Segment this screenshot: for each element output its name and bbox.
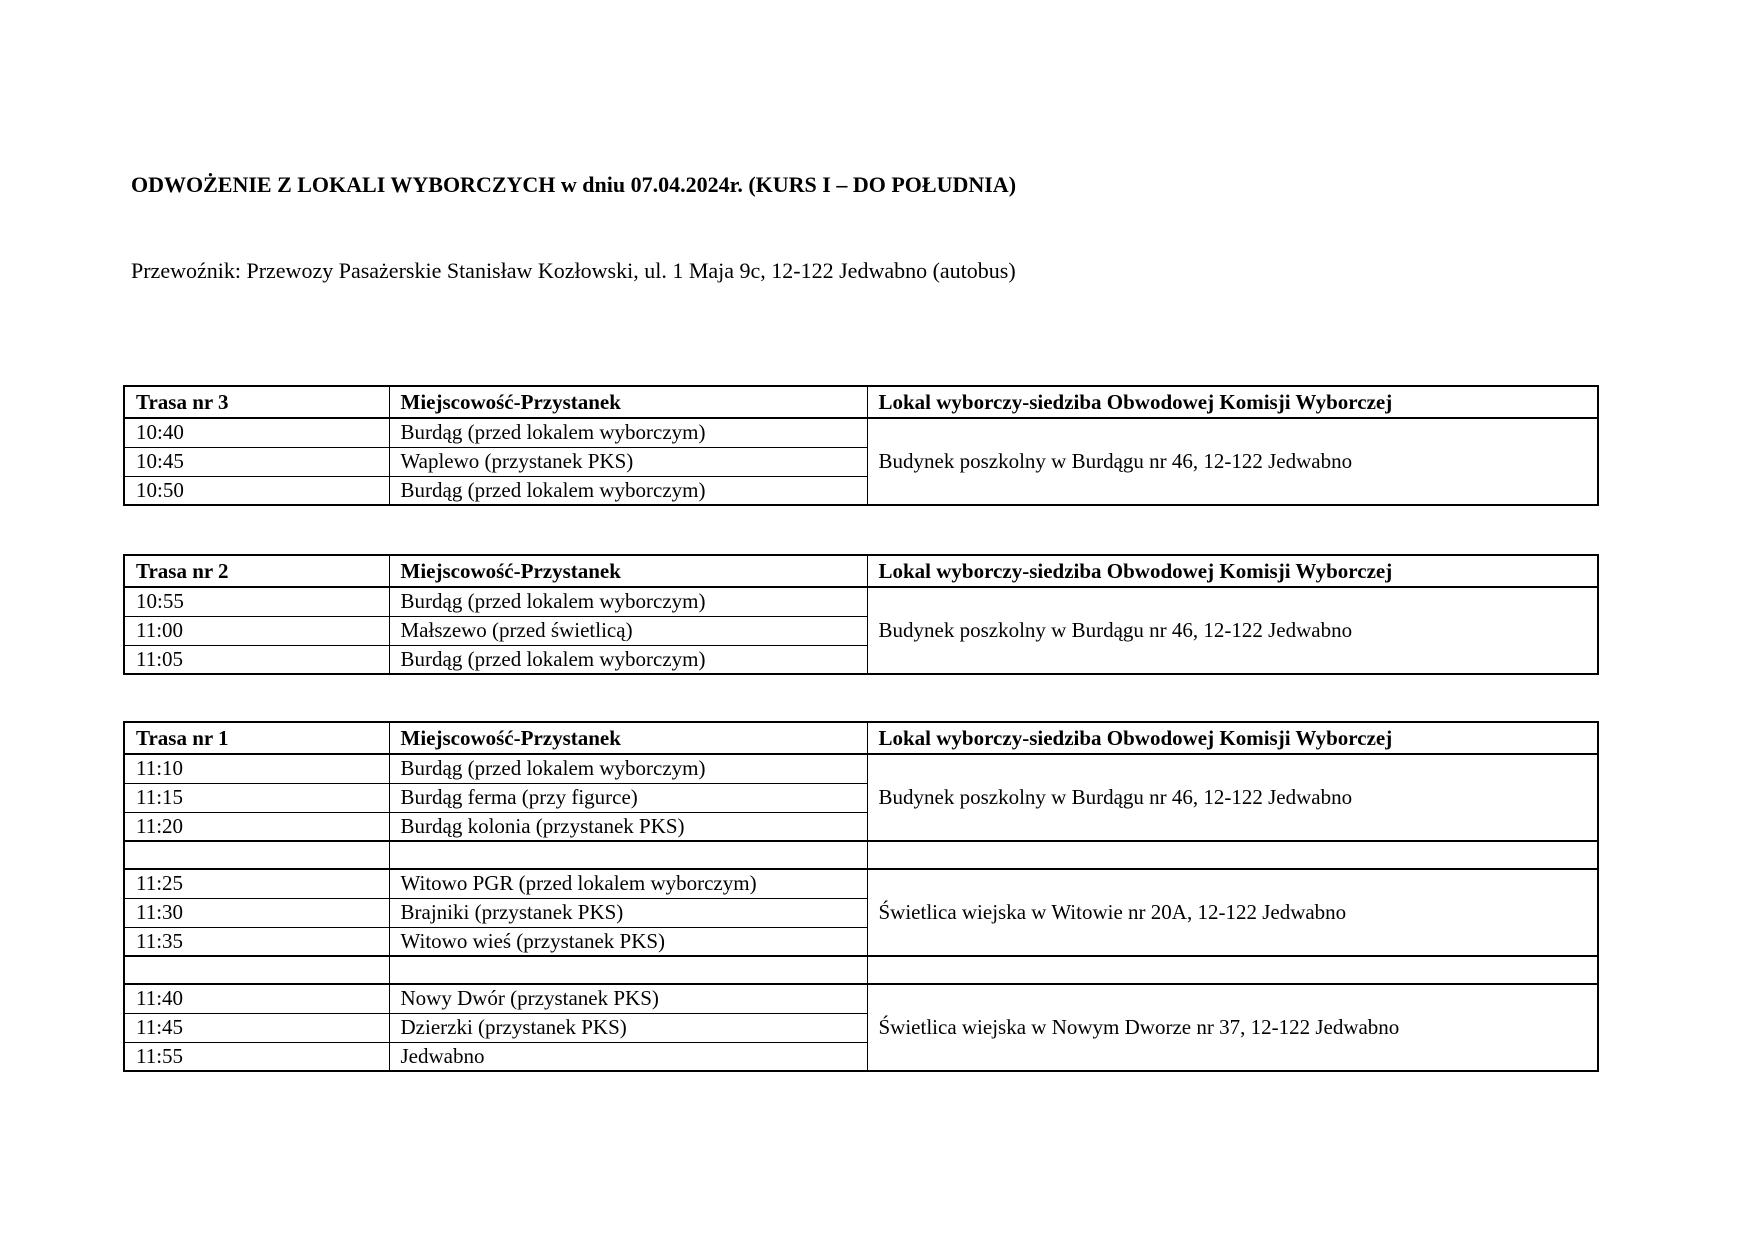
route-schedule-table	[123, 554, 1599, 675]
place-stop-header: Miejscowość-Przystanek	[389, 722, 867, 754]
place-stop-header: Miejscowość-Przystanek	[389, 555, 867, 587]
stop-place-cell: Burdąg (przed lokalem wyborczym)	[389, 754, 867, 783]
polling-venue-cell: Budynek poszkolny w Burdągu nr 46, 12-122 Jedwabno	[867, 418, 1598, 505]
empty-cell	[124, 956, 389, 984]
schedule-row	[124, 754, 1598, 783]
empty-cell	[389, 841, 867, 869]
departure-time-cell: 11:55	[124, 1042, 389, 1071]
stop-place-cell: Waplewo (przystanek PKS)	[389, 447, 867, 476]
departure-time-cell: 11:20	[124, 812, 389, 841]
departure-time-cell: 10:50	[124, 476, 389, 505]
polling-venue-cell: Budynek poszkolny w Burdągu nr 46, 12-122 Jedwabno	[867, 754, 1598, 841]
stop-place-cell: Burdąg kolonia (przystanek PKS)	[389, 812, 867, 841]
stop-place-cell: Burdąg (przed lokalem wyborczym)	[389, 645, 867, 674]
route-schedule-table	[123, 385, 1599, 506]
polling-venue-header: Lokal wyborczy-siedziba Obwodowej Komisji Wyborczej	[867, 722, 1598, 754]
empty-cell	[867, 841, 1598, 869]
schedule-row	[124, 587, 1598, 616]
stop-place-cell: Burdąg ferma (przy figurce)	[389, 783, 867, 812]
separator-row	[124, 841, 1598, 869]
departure-time-cell: 11:25	[124, 869, 389, 898]
departure-time-cell: 11:15	[124, 783, 389, 812]
stop-place-cell: Małszewo (przed świetlicą)	[389, 616, 867, 645]
carrier-info: Przewoźnik: Przewozy Pasażerskie Stanisław Kozłowski, ul. 1 Maja 9c, 12-122 Jedwabno (autobus)	[131, 258, 1016, 283]
route-number-header: Trasa nr 1	[124, 722, 389, 754]
schedule-row	[124, 869, 1598, 898]
table-header-row	[124, 555, 1598, 587]
route-number-header: Trasa nr 2	[124, 555, 389, 587]
stop-place-cell: Witowo wieś (przystanek PKS)	[389, 927, 867, 956]
stop-place-cell: Nowy Dwór (przystanek PKS)	[389, 984, 867, 1013]
table-header-row	[124, 722, 1598, 754]
stop-place-cell: Jedwabno	[389, 1042, 867, 1071]
departure-time-cell: 10:40	[124, 418, 389, 447]
schedule-row	[124, 418, 1598, 447]
stop-place-cell: Dzierzki (przystanek PKS)	[389, 1013, 867, 1042]
route-number-header: Trasa nr 3	[124, 386, 389, 418]
empty-cell	[124, 841, 389, 869]
departure-time-cell: 11:00	[124, 616, 389, 645]
polling-venue-cell: Budynek poszkolny w Burdągu nr 46, 12-122 Jedwabno	[867, 587, 1598, 674]
empty-cell	[867, 956, 1598, 984]
stop-place-cell: Burdąg (przed lokalem wyborczym)	[389, 476, 867, 505]
separator-row	[124, 956, 1598, 984]
stop-place-cell: Brajniki (przystanek PKS)	[389, 898, 867, 927]
place-stop-header: Miejscowość-Przystanek	[389, 386, 867, 418]
polling-venue-cell: Świetlica wiejska w Nowym Dworze nr 37, 12-122 Jedwabno	[867, 984, 1598, 1071]
stop-place-cell: Burdąg (przed lokalem wyborczym)	[389, 418, 867, 447]
departure-time-cell: 11:30	[124, 898, 389, 927]
departure-time-cell: 11:40	[124, 984, 389, 1013]
route-schedule-table	[123, 721, 1599, 1072]
stop-place-cell: Witowo PGR (przed lokalem wyborczym)	[389, 869, 867, 898]
polling-venue-cell: Świetlica wiejska w Witowie nr 20A, 12-122 Jedwabno	[867, 869, 1598, 956]
departure-time-cell: 11:10	[124, 754, 389, 783]
departure-time-cell: 11:35	[124, 927, 389, 956]
empty-cell	[389, 956, 867, 984]
departure-time-cell: 11:05	[124, 645, 389, 674]
schedule-row	[124, 984, 1598, 1013]
departure-time-cell: 11:45	[124, 1013, 389, 1042]
departure-time-cell: 10:55	[124, 587, 389, 616]
polling-venue-header: Lokal wyborczy-siedziba Obwodowej Komisji Wyborczej	[867, 386, 1598, 418]
document-title: ODWOŻENIE Z LOKALI WYBORCZYCH w dniu 07.04.2024r. (KURS I – DO POŁUDNIA)	[131, 172, 1017, 197]
polling-venue-header: Lokal wyborczy-siedziba Obwodowej Komisji Wyborczej	[867, 555, 1598, 587]
departure-time-cell: 10:45	[124, 447, 389, 476]
table-header-row	[124, 386, 1598, 418]
stop-place-cell: Burdąg (przed lokalem wyborczym)	[389, 587, 867, 616]
